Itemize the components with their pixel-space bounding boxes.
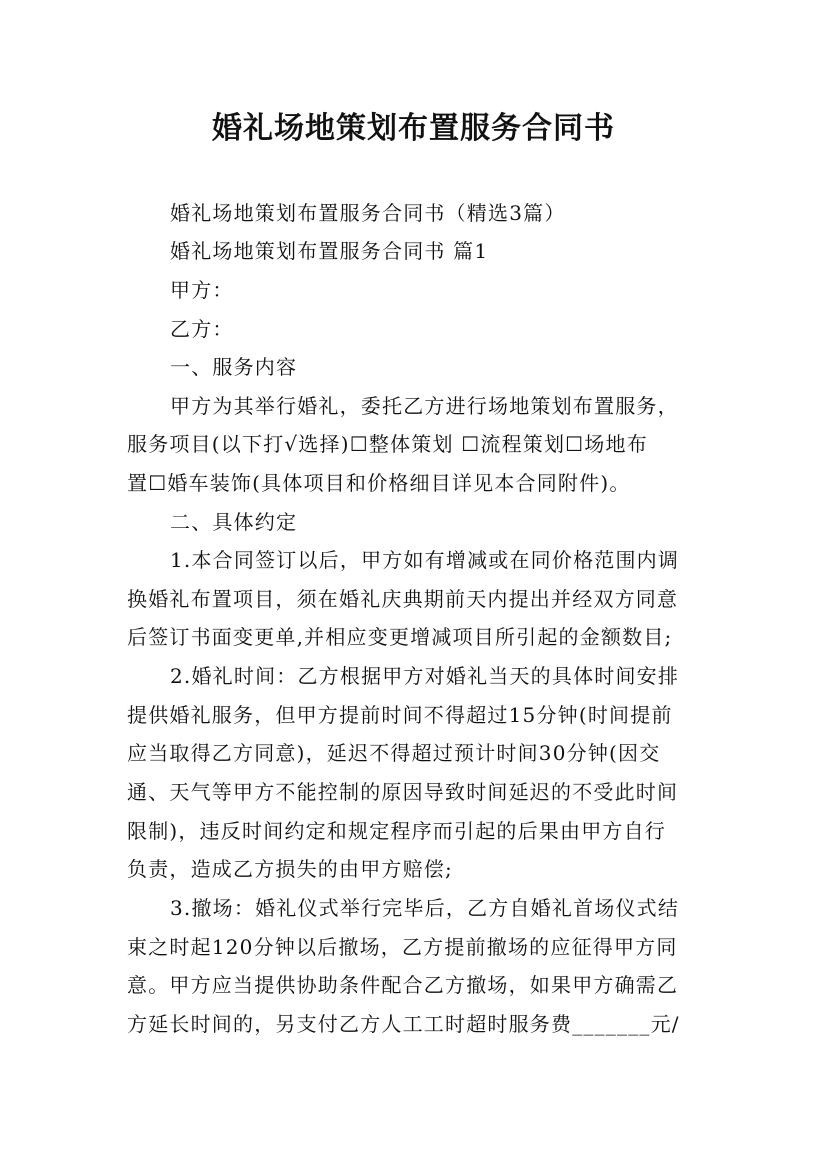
paragraph-line: 换婚礼布置项目，须在婚礼庆典期前天内提出并经双方同意	[127, 587, 679, 611]
clause-heading-2: 二、具体约定	[170, 510, 298, 534]
paragraph-line: 2.婚礼时间：乙方根据甲方对婚礼当天的具体时间安排	[170, 664, 680, 688]
paragraph-line: 置☐婚车装饰(具体项目和价格细目详见本合同附件)。	[127, 471, 631, 495]
paragraph-line: 甲方为其举行婚礼，委托乙方进行场地策划布置服务，	[170, 394, 679, 418]
party-a-label: 甲方：	[170, 278, 234, 302]
section-heading: 婚礼场地策划布置服务合同书 篇1	[170, 239, 489, 263]
paragraph-line: 3.撤场：婚礼仪式举行完毕后，乙方自婚礼首场仪式结	[170, 896, 680, 920]
paragraph-line: 束之时起120分钟以后撤场，乙方提前撤场的应征得甲方同	[127, 935, 678, 959]
document-title: 婚礼场地策划布置服务合同书	[212, 111, 615, 146]
paragraph-line: 后签订书面变更单,并相应变更增减项目所引起的金额数目;	[127, 625, 673, 649]
paragraph-line: 方延长时间的，另支付乙方人工工时超时服务费_______元/	[127, 1012, 680, 1036]
paragraph-line: 限制)，违反时间约定和规定程序而引起的后果由甲方自行	[127, 819, 667, 843]
paragraph-line: 应当取得乙方同意)，延迟不得超过预计时间30分钟(因交	[127, 741, 661, 765]
party-b-label: 乙方：	[170, 317, 234, 341]
paragraph-line: 服务项目(以下打√选择)☐整体策划 ☐流程策划☐场地布	[127, 432, 648, 456]
paragraph-line: 提供婚礼服务，但甲方提前时间不得超过15分钟(时间提前	[127, 703, 673, 727]
paragraph-line: 1.本合同签订以后，甲方如有增减或在同价格范围内调	[170, 548, 680, 572]
paragraph-line: 通、天气等甲方不能控制的原因导致时间延迟的不受此时间	[127, 780, 679, 804]
subtitle-line: 婚礼场地策划布置服务合同书（精选3篇）	[170, 201, 566, 225]
paragraph-line: 意。甲方应当提供协助条件配合乙方撤场，如果甲方确需乙	[127, 973, 679, 997]
clause-heading-1: 一、服务内容	[170, 355, 298, 379]
paragraph-line: 负责，造成乙方损失的由甲方赔偿;	[127, 857, 453, 881]
